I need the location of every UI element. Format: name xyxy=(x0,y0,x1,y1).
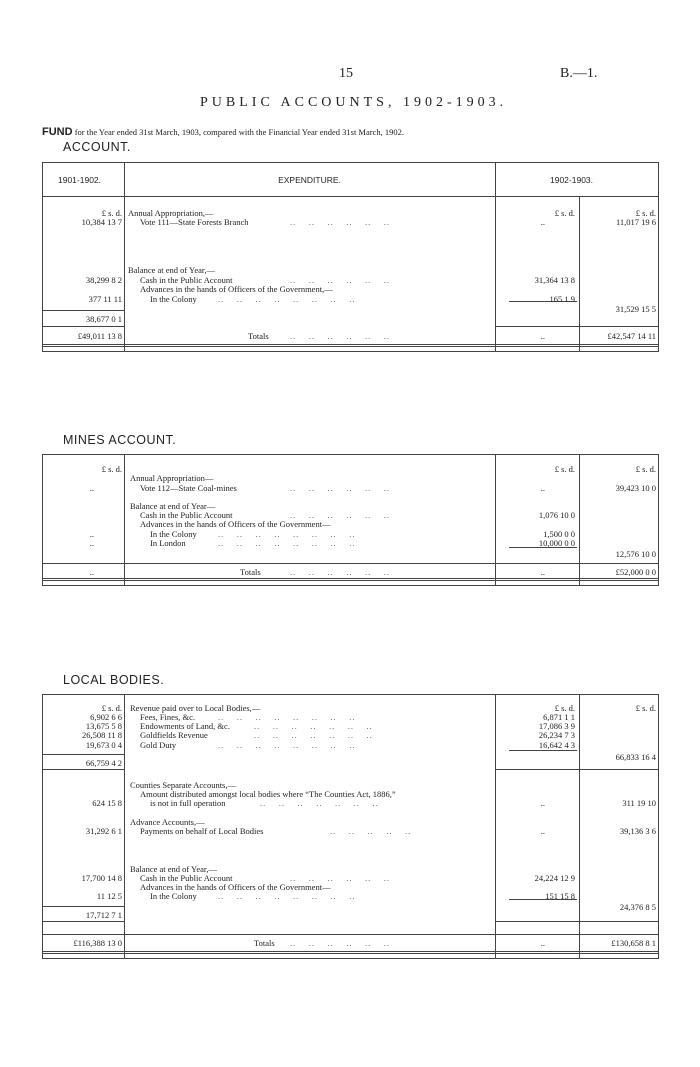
cell-sub: 1,076 10 0 xyxy=(538,510,575,520)
cell-curr: 66,833 16 4 xyxy=(615,752,656,762)
cell-prev: 66,759 4 2 xyxy=(85,758,122,768)
lsd-prev: £ s. d. xyxy=(101,208,122,218)
cell-sub: .. xyxy=(540,217,545,227)
cell-curr: 31,529 15 5 xyxy=(615,304,656,314)
lsd-curr: £ s. d. xyxy=(635,208,656,218)
cell-sub: 31,364 13 8 xyxy=(534,275,575,285)
leader-dots: .. .. .. .. .. .. .. xyxy=(254,721,373,731)
leader-dots: .. .. .. .. .. .. xyxy=(290,938,390,948)
row-label: Balance at end of Year— xyxy=(130,501,216,511)
leader-dots: .. .. .. .. .. .. .. xyxy=(260,798,379,808)
cell-prev: 6,902 6 6 xyxy=(90,712,122,722)
row-label: Counties Separate Accounts,— xyxy=(130,780,236,790)
cell-prev: 31,292 6 1 xyxy=(85,826,122,836)
cell-prev: 377 11 11 xyxy=(88,294,122,304)
cell-curr: 311 19 10 xyxy=(622,798,656,808)
cell-sub: .. xyxy=(540,826,545,836)
cell-prev: 17,700 14 8 xyxy=(81,873,122,883)
row-label: Revenue paid over to Local Bodies,— xyxy=(130,703,261,713)
local-bodies-heading: LOCAL BODIES. xyxy=(63,673,165,687)
lsd-curr: £ s. d. xyxy=(635,464,656,474)
leader-dots: .. .. .. .. .. xyxy=(330,826,412,836)
lsd-prev: £ s. d. xyxy=(101,464,122,474)
totals-curr: £42,547 14 11 xyxy=(607,331,656,341)
cell-curr: 11,017 19 6 xyxy=(615,217,656,227)
leader-dots: .. .. .. .. .. .. xyxy=(290,873,390,883)
cell-prev: 38,299 8 2 xyxy=(85,275,122,285)
leader-dots: .. .. .. .. .. .. xyxy=(290,510,390,520)
row-label: Advances in the hands of Officers of the Government,— xyxy=(140,284,333,294)
lsd-curr: £ s. d. xyxy=(635,703,656,713)
lsd-sub: £ s. d. xyxy=(554,208,575,218)
leader-dots: .. .. .. .. .. .. xyxy=(290,331,390,341)
fund-word: FUND xyxy=(42,126,73,138)
totals-prev: £116,388 13 0 xyxy=(73,938,122,948)
row-label: Gold Duty xyxy=(140,740,177,750)
totals-prev: .. xyxy=(89,567,94,577)
lsd-prev: £ s. d. xyxy=(101,703,122,713)
cell-sub: 165 1 9 xyxy=(549,294,575,304)
leader-dots: .. .. .. .. .. .. xyxy=(290,217,390,227)
cell-sub: 26,234 7 3 xyxy=(538,730,575,740)
row-label: Advances in the hands of Officers of the Government— xyxy=(140,519,331,529)
cell-prev: 624 15 8 xyxy=(92,798,122,808)
cell-sub: 24,224 12 9 xyxy=(534,873,575,883)
leader-dots: .. .. .. .. .. .. .. .. xyxy=(218,740,356,750)
cell-sub: 1,500 0 0 xyxy=(543,529,575,539)
cell-prev: 11 12 5 xyxy=(96,891,122,901)
cell-curr: 39,136 3 6 xyxy=(619,826,656,836)
totals-sub: .. xyxy=(540,938,545,948)
cell-sub: 6,871 1 1 xyxy=(543,712,575,722)
row-label: Goldfields Revenue xyxy=(140,730,208,740)
account-heading: ACCOUNT. xyxy=(63,140,131,154)
fund-description: for the Year ended 31st March, 1903, compared with the Financial Year ended 31st March, 1902. xyxy=(74,127,404,137)
row-label: In the Colony xyxy=(150,529,197,539)
row-label: Cash in the Public Account xyxy=(140,275,233,285)
totals-label: Totals xyxy=(248,331,269,341)
totals-label: Totals xyxy=(254,938,275,948)
cell-prev: 10,384 13 7 xyxy=(81,217,122,227)
lsd-sub: £ s. d. xyxy=(554,703,575,713)
cell-curr: 24,376 8 5 xyxy=(619,902,656,912)
cell-sub: .. xyxy=(540,483,545,493)
row-label: In the Colony xyxy=(150,891,197,901)
page-title: PUBLIC ACCOUNTS, 1902-1903. xyxy=(200,95,508,110)
row-label: Amount distributed amongst local bodies where “The Counties Act, 1886,” xyxy=(140,789,396,799)
row-label: In the Colony xyxy=(150,294,197,304)
leader-dots: .. .. .. .. .. .. xyxy=(290,275,390,285)
row-label: Annual Appropriation,— xyxy=(128,208,214,218)
cell-sub: 16,642 4 3 xyxy=(538,740,575,750)
cell-sub: .. xyxy=(540,798,545,808)
cell-curr: 39,423 10 0 xyxy=(615,483,656,493)
row-label: Advances in the hands of Officers of the Government— xyxy=(140,882,331,892)
totals-prev: £49,011 13 8 xyxy=(77,331,122,341)
totals-sub: .. xyxy=(540,331,545,341)
lsd-sub: £ s. d. xyxy=(554,464,575,474)
leader-dots: .. .. .. .. .. .. .. .. xyxy=(218,891,356,901)
cell-prev: .. xyxy=(89,483,94,493)
leader-dots: .. .. .. .. .. .. .. xyxy=(254,730,373,740)
row-label: Vote 112—State Coal-mines xyxy=(140,483,237,493)
col-header-1901-1902: 1901-1902. xyxy=(58,175,102,185)
fund-heading xyxy=(42,126,404,138)
row-label: Cash in the Public Account xyxy=(140,510,233,520)
row-label: is not in full operation xyxy=(150,798,226,808)
cell-prev: 19,673 0 4 xyxy=(85,740,122,750)
col-header-expenditure: EXPENDITURE. xyxy=(278,175,341,185)
row-label: Advance Accounts,— xyxy=(130,817,205,827)
totals-label: Totals xyxy=(240,567,261,577)
cell-prev: 13,675 5 8 xyxy=(85,721,122,731)
leader-dots: .. .. .. .. .. .. xyxy=(290,483,390,493)
totals-curr: £52,000 0 0 xyxy=(615,567,656,577)
leader-dots: .. .. .. .. .. .. .. .. xyxy=(218,538,356,548)
cell-prev: 26,508 11 8 xyxy=(81,730,122,740)
mines-heading: MINES ACCOUNT. xyxy=(63,433,177,447)
cell-sub: 10,000 0 0 xyxy=(538,538,575,548)
document-reference: B.—1. xyxy=(560,66,598,81)
cell-sub: 151 15 8 xyxy=(545,891,575,901)
row-label: Vote 111—State Forests Branch xyxy=(140,217,249,227)
row-label: In London xyxy=(150,538,186,548)
row-label: Balance at end of Year,— xyxy=(130,864,217,874)
leader-dots: .. .. .. .. .. .. .. .. xyxy=(218,529,356,539)
leader-dots: .. .. .. .. .. .. .. .. xyxy=(218,712,356,722)
page-number: 15 xyxy=(339,66,353,81)
leader-dots: .. .. .. .. .. .. xyxy=(290,567,390,577)
totals-sub: .. xyxy=(540,567,545,577)
cell-sub: 17,086 3 9 xyxy=(538,721,575,731)
row-label: Annual Appropriation— xyxy=(130,473,214,483)
leader-dots: .. .. .. .. .. .. .. .. xyxy=(218,294,356,304)
row-label: Payments on behalf of Local Bodies xyxy=(140,826,264,836)
cell-prev: 17,712 7 1 xyxy=(85,910,122,920)
row-label: Endowments of Land, &c. xyxy=(140,721,230,731)
row-label: Cash in the Public Account xyxy=(140,873,233,883)
cell-curr: 12,576 10 0 xyxy=(615,549,656,559)
cell-prev: .. xyxy=(89,538,94,548)
cell-prev: .. xyxy=(89,529,94,539)
row-label: Balance at end of Year,— xyxy=(128,265,215,275)
totals-curr: £130,658 8 1 xyxy=(611,938,656,948)
cell-prev: 38,677 0 1 xyxy=(85,314,122,324)
row-label: Fees, Fines, &c. xyxy=(140,712,196,722)
col-header-1902-1903: 1902-1903. xyxy=(550,175,594,185)
